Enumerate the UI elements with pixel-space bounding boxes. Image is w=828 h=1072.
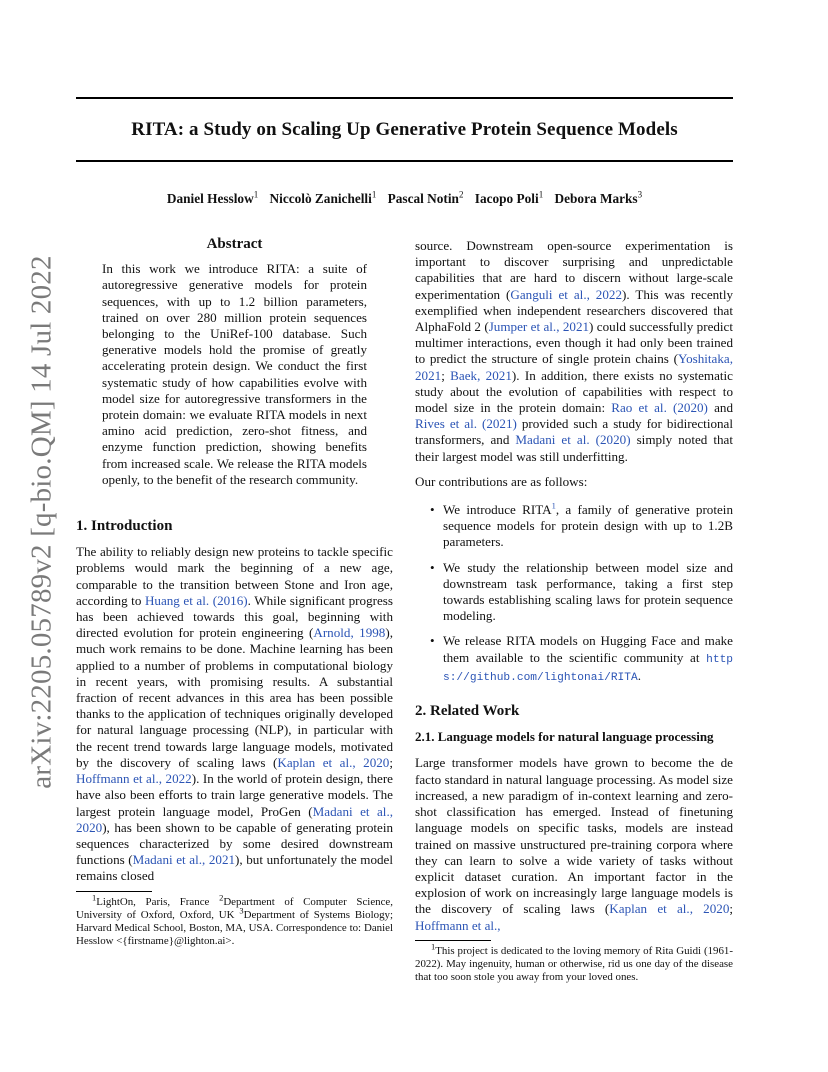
author: Pascal Notin$^2$ [387, 189, 464, 206]
github-link[interactable]: https://github.com/lightonai/RITA [443, 653, 733, 684]
footnote-rule [76, 891, 152, 892]
arxiv-identifier: arXiv:2205.05789v2 [q-bio.QM] 14 Jul 2022 [25, 255, 58, 789]
citation-link[interactable]: Yoshitaka, 2021 [415, 351, 733, 383]
list-item: • We introduce RITA$^1$, a family of generative protein sequence models for protein design with up to 1.2B parameters. [443, 502, 733, 551]
citation-link[interactable]: Madani et al., 2021 [132, 852, 236, 868]
author: Debora Marks$^3$ [554, 189, 643, 206]
author: Daniel Hesslow$^1$ [166, 189, 259, 206]
citation-link[interactable]: Kaplan et al., 2020 [609, 901, 730, 917]
related-work-paragraph: Large transformer models have grown to become the de facto standard in natural language processing. As model size increased, a new paradigm of in-context learning and zero-shot classification has emerged. Instead of finetuning language models on specific tasks, models are instead trained on massive unstructured pre-training corpora where they can learn to solve a wide variety of tasks without explicit dataset curation. An important factor in the explosion of work on increasingly large language models is the discovery of scaling laws (Kaplan et al., 2020; Hoffmann et al., [415, 755, 734, 933]
list-item: • We release RITA models on Hugging Face and make them available to the scientific community at https://github.com/lightonai/RITA. [443, 633, 733, 686]
citation-link[interactable]: Baek, 2021 [450, 367, 512, 383]
citation-link[interactable]: Madani et al., 2020 [76, 803, 393, 835]
affiliation-footnote: $^1$LightOn, Paris, France $^2$Department of Computer Science, University of Oxford, Oxford, UK $^3$Department of Systems Biology; Harvard Medical School, Boston, MA, USA. Correspondence to: Daniel Hesslow <{firstname}@lighton.ai>. [76, 891, 394, 948]
author: Iacopo Poli$^1$ [474, 189, 544, 206]
citation-link[interactable]: Arnold, 1998 [313, 625, 386, 641]
citation-link[interactable]: Huang et al. (2016) [144, 592, 248, 608]
citation-link[interactable]: Kaplan et al., 2020 [277, 754, 390, 770]
paper-title: RITA: a Study on Scaling Up Generative Protein Sequence Models [131, 119, 678, 140]
contributions-intro: Our contributions are as follows: [415, 473, 588, 489]
title-rule-bottom [76, 160, 733, 162]
author: Niccolò Zanichelli$^1$ [269, 189, 377, 206]
abstract-text: In this work we introduce RITA: a suite of autoregressive generative models for protein sequences, with up to 1.2 billion parameters, trained on over 280 million protein sequences belonging to the UniRef-100 database. Such generative models hold the promise of greatly accelerating protein design. We conduct the first systematic study of how capabilities evolve with model size for autoregressive transformers in the protein domain: we evaluate RITA models in next amino acid prediction, zero-shot fitness, and enzyme function prediction, showing benefits from increased scale. We release the RITA models openly, to the benefit of the research community. [102, 261, 367, 487]
subsection-heading: 2.1. Language models for natural language processing [415, 729, 714, 745]
citation-link[interactable]: Madani et al. (2020) [515, 432, 631, 448]
introduction-paragraph: The ability to reliably design new proteins to tackle specific problems would mark the beginning of a new age, comparable to the transition between Stone and Iron age, according to Huang et al. (2016). While significant progress has been achieved towards this goal, beginning with directed evolution for protein engineering (Arnold, 1998), much work remains to be done. Machine learning has been applied to a number of problems in computational biology in recent years, with promising results. A substantial fraction of recent advances in this area has been possible thanks to the application of techniques originally developed for natural language processing (NLP), in particular with the recent trend towards large language models, motivated by the discovery of scaling laws (Kaplan et al., 2020; Hoffmann et al., 2022). In the world of protein design, there have also been efforts to train large generative models. The largest protein language model, ProGen (Madani et al., 2020), has been shown to be capable of generating protein sequences characterized by some desired downstream functions (Madani et al., 2021), but unfortunately the model remains closed [76, 544, 393, 884]
left-column [76, 236, 393, 948]
footnote-rule [415, 940, 491, 941]
title-rule-top [76, 97, 733, 99]
related-work-heading: 2. Related Work [415, 703, 520, 720]
contributions-list [415, 502, 733, 686]
citation-link[interactable]: Rives et al. (2021) [415, 416, 517, 432]
author-list [76, 191, 733, 207]
footnote-marker[interactable]: 1 [551, 500, 556, 511]
introduction-paragraph-continued: source. Downstream open-source experimentation is important to discover surprising and unpredictable capabilities that are hard to discern without large-scale experimentation (Ganguli et al., 2022). This was recently exemplified when independent researchers discovered that AlphaFold 2 (Jumper et al., 2021) could successfully predict multimer interactions, even though it had only been trained to predict the structure of single protein chains (Yoshitaka, 2021; Baek, 2021). In addition, there exists no systematic study about the evolution of capabilities with respect to model size in the protein domain: Rao et al. (2020) and Rives et al. (2021) provided such a study for bidirectional transformers, and Madani et al. (2020) simply noted that their largest model was still underfitting. [415, 238, 734, 464]
list-item: • We study the relationship between model size and downstream task performance, taking a first step towards establishing scaling laws for protein sequence modeling. [443, 560, 733, 625]
citation-link[interactable]: Ganguli et al., 2022 [510, 286, 622, 302]
right-column [415, 238, 733, 984]
citation-link[interactable]: Hoffmann et al., 2022 [76, 771, 192, 787]
abstract-heading: Abstract [206, 236, 263, 252]
dedication-footnote: $^1$This project is dedicated to the loving memory of Rita Guidi (1961-2022). May ingenuity, human or otherwise, rid us one day of the disease that too soon stole you away from your loved ones. [415, 941, 733, 984]
introduction-heading: 1. Introduction [76, 518, 173, 535]
citation-link[interactable]: Jumper et al., 2021 [488, 319, 590, 335]
citation-link[interactable]: Hoffmann et al., [415, 917, 501, 933]
citation-link[interactable]: Rao et al. (2020) [611, 400, 708, 416]
